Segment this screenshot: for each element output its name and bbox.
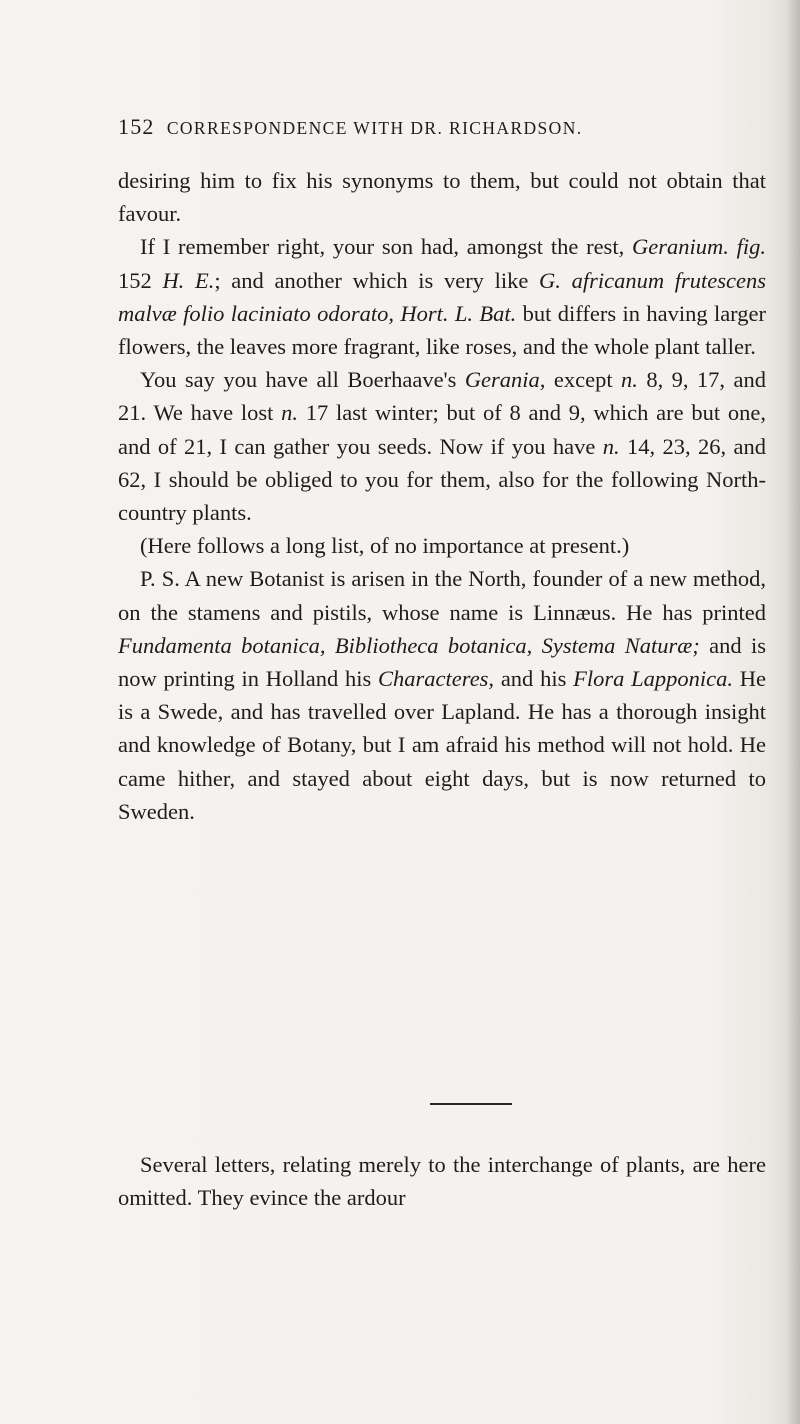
italic-term: n. bbox=[602, 433, 620, 459]
text-run: and is now printing in Holland his bbox=[118, 632, 766, 692]
italic-term: Flora Lapponica. bbox=[573, 666, 733, 692]
text-run: He is a Swede, and has travelled over Lapland. He has a thorough insight and knowledge of Botany, but I am afraid his method will not hold. He came hither, and stayed about eight days, but is now returned to Sweden. bbox=[118, 666, 766, 824]
paragraph-3 bbox=[118, 363, 766, 529]
italic-term: Fundamenta botanica, Bibliotheca botanica, Systema Naturæ; bbox=[118, 632, 700, 658]
text-run: 14, 23, 26, and 62, I should be obliged to you for them, also for the following North-country plants. bbox=[118, 433, 766, 526]
running-header bbox=[118, 114, 718, 140]
text-run: Several letters, relating merely to the interchange of plants, are here omitted. They evince the ardour bbox=[118, 1152, 766, 1211]
paragraph-6 bbox=[118, 1148, 766, 1214]
italic-term: Characteres, bbox=[378, 666, 495, 692]
page-edge-shadow bbox=[786, 0, 800, 1424]
paragraph-2 bbox=[118, 230, 766, 363]
text-run: (Here follows a long list, of no importance at present.) bbox=[140, 533, 630, 559]
main-text bbox=[118, 164, 766, 828]
italic-term: n. bbox=[621, 367, 638, 393]
page-number: 152 bbox=[118, 114, 155, 139]
text-run: 152 bbox=[118, 267, 163, 293]
text-run: ; and another which is very like bbox=[214, 267, 540, 293]
omitted-note bbox=[118, 1148, 766, 1214]
text-run: except bbox=[545, 367, 622, 393]
paragraph-4 bbox=[118, 529, 766, 562]
text-run: You say you have all Boerhaave's bbox=[140, 367, 465, 393]
italic-term: Geranium. fig. bbox=[631, 234, 766, 260]
text-run: 8, 9, 17, and 21. We have lost bbox=[118, 367, 766, 426]
text-run: 17 last winter; but of 8 and 9, which are but one, and of 21, I can gather you seeds. Now if you have bbox=[118, 400, 766, 459]
italic-term: Gerania, bbox=[464, 367, 546, 393]
paragraph-5 bbox=[118, 562, 766, 828]
text-run: but differs in having larger flowers, the leaves more fragrant, like roses, and the whole plant taller. bbox=[118, 300, 766, 360]
italic-term: n. bbox=[281, 400, 299, 426]
text-run: desiring him to fix his synonyms to them, but could not obtain that favour. bbox=[118, 168, 766, 227]
paragraph-1 bbox=[118, 164, 766, 230]
text-run: If I remember right, your son had, amongst the rest, bbox=[140, 234, 632, 260]
text-run: P. S. A new Botanist is arisen in the North, founder of a new method, on the stamens and pistils, whose name is Linnæus. He has printed bbox=[118, 566, 766, 625]
section-divider bbox=[430, 1103, 512, 1105]
running-title: CORRESPONDENCE WITH DR. RICHARDSON. bbox=[166, 118, 583, 138]
italic-term: G. africanum frutescens malvæ folio laciniato odorato, Hort. L. Bat. bbox=[118, 267, 766, 326]
italic-term: H. E. bbox=[162, 267, 215, 293]
text-run: and his bbox=[494, 666, 574, 692]
